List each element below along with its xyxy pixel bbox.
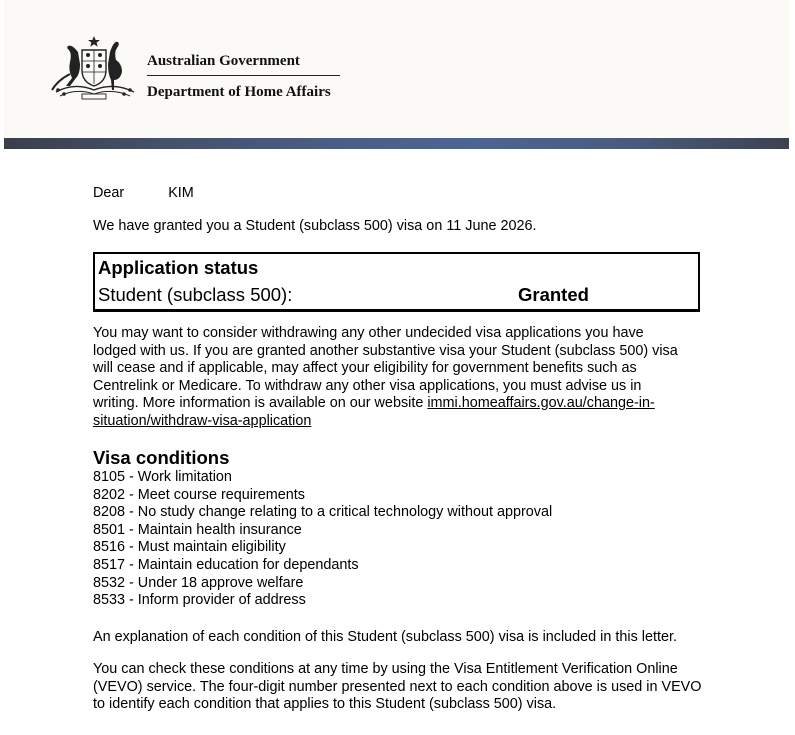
salutation-word: Dear <box>93 185 125 201</box>
org-name: Australian Government <box>147 53 300 69</box>
header-divider <box>147 75 340 76</box>
conditions-heading: Visa conditions <box>93 447 230 468</box>
salutation <box>93 184 194 202</box>
condition-item: 8533 - Inform provider of address <box>93 592 306 609</box>
condition-item: 8516 - Must maintain eligibility <box>93 539 286 556</box>
department-name: Department of Home Affairs <box>147 84 331 100</box>
condition-item: 8532 - Under 18 approve welfare <box>93 574 304 591</box>
condition-item: 8208 - No study change relating to a critical technology without approval <box>93 504 553 521</box>
condition-item: 8105 - Work limitation <box>93 469 232 485</box>
withdraw-paragraph <box>93 325 683 430</box>
status-table-title: Application status <box>98 257 259 278</box>
conditions-list <box>93 469 552 610</box>
application-status-table <box>93 252 700 312</box>
recipient-name: KIM <box>168 185 194 201</box>
grant-statement: We have granted you a Student (subclass 500) visa on 11 June 2026. <box>93 218 537 234</box>
coat-of-arms-icon <box>48 34 140 102</box>
header-band <box>4 138 789 149</box>
condition-item: 8517 - Maintain education for dependants <box>93 556 359 573</box>
status-row-label: Student (subclass 500): <box>98 284 293 305</box>
withdraw-link[interactable]: immi.homeaffairs.gov.au/change-in-situation/withdraw-visa-application <box>93 395 655 429</box>
page-edge <box>789 0 795 735</box>
withdraw-text: You may want to consider withdrawing any other undecided visa applications you have lodged with us. If you are granted another substantive visa your Student (subclass 500) visa will cease and if applicable, may affect your eligibility for government benefits such as Centrelink or Medicare. To withdraw any other visa applications, you must advise us in writing. More information is available on our website <box>93 325 678 411</box>
status-row-value: Granted <box>518 284 589 305</box>
vevo-paragraph: You can check these conditions at any time by using the Visa Entitlement Verification Online (VEVO) service. The four-digit number presented next to each condition above is used in VEVO to identify each condition that applies to this Student (subclass 500) visa. <box>93 661 702 712</box>
condition-item: 8202 - Meet course requirements <box>93 486 305 503</box>
condition-item: 8501 - Maintain health insurance <box>93 521 302 538</box>
conditions-explanation: An explanation of each condition of this Student (subclass 500) visa is included in this letter. <box>93 629 677 645</box>
